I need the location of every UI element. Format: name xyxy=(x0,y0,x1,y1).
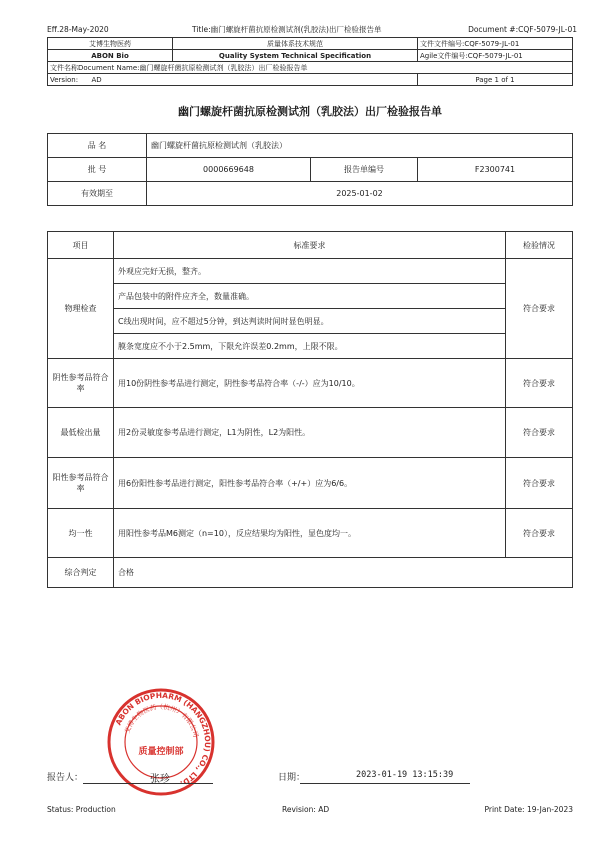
report-no-label: 报告单编号 xyxy=(311,158,418,182)
row-physical-item: 物理检查 xyxy=(48,259,114,359)
dept-cn: 艾博生物医药 xyxy=(48,38,173,50)
expiry-value: 2025-01-02 xyxy=(147,182,573,206)
inspection-table xyxy=(47,231,573,588)
row-lod-result: 符合要求 xyxy=(506,408,573,458)
head-standard: 标准要求 xyxy=(114,232,506,259)
date-value: 2023-01-19 13:15:39 xyxy=(356,770,454,780)
filecode-label: 文件文件编号 xyxy=(420,39,462,48)
row-positive-result: 符合要求 xyxy=(506,458,573,509)
footer-revision: Revision: AD xyxy=(282,805,330,814)
top-line xyxy=(47,23,577,37)
version-cell xyxy=(48,74,418,86)
row-conclusion-value: 合格 xyxy=(114,558,573,588)
report-no-value: F2300741 xyxy=(418,158,573,182)
row-physical-std-3: C线出现时间，应不超过5分钟，到达判读时间时显色明显。 xyxy=(114,309,506,334)
version-value: AD xyxy=(91,75,102,84)
page-indicator: Page 1 of 1 xyxy=(418,74,573,86)
row-physical-std-2: 产品包装中的附件应齐全，数量准确。 xyxy=(114,284,506,309)
header-table xyxy=(47,37,573,86)
row-uniformity-std: 用阳性参考品M6测定（n=10），反应结果均为阳性，显色度均一。 xyxy=(114,509,506,558)
row-lod-item: 最低检出量 xyxy=(48,408,114,458)
agile-label: Agile文件编号 xyxy=(420,51,466,60)
row-physical-result: 符合要求 xyxy=(506,259,573,359)
row-lod-std: 用2份灵敏度参考品进行测定，L1为阴性，L2为阳性。 xyxy=(114,408,506,458)
row-positive-item: 阳性参考品符合率 xyxy=(48,458,114,509)
row-positive-std: 用6份阳性参考品进行测定，阳性参考品符合率（+/+）应为6/6。 xyxy=(114,458,506,509)
head-item: 项目 xyxy=(48,232,114,259)
row-negative-item: 阴性参考品符合率 xyxy=(48,359,114,408)
effective-date: Eff.28-May-2020 xyxy=(47,25,109,34)
row-uniformity-item: 均一性 xyxy=(48,509,114,558)
row-negative-std: 用10份阴性参考品进行测定，阴性参考品符合率（-/-）应为10/10。 xyxy=(114,359,506,408)
row-physical-std-4: 膜条宽度应不小于2.5mm，下限允许误差0.2mm，上限不限。 xyxy=(114,334,506,359)
doc-title-line: Title:幽门螺旋杆菌抗原检测试剂(乳胶法)出厂检验报告单 xyxy=(192,25,382,34)
document-name: 文件名称Document Name:幽门螺旋杆菌抗原检测试剂（乳胶法）出厂检验报告单 xyxy=(48,62,573,74)
stamp-inner-text: 艾博生物医药（杭州）有限公司 xyxy=(123,702,200,739)
info-table xyxy=(47,133,573,206)
agile-cell xyxy=(418,50,573,62)
date-line xyxy=(300,783,470,784)
agile-value: :CQF-5079-JL-01 xyxy=(465,51,523,60)
stamp-ring-text: ABON BIOPHARM (HANGZHOU) CO., LTD. xyxy=(113,690,213,789)
filecode-cell xyxy=(418,38,573,50)
spec-en: Quality System Technical Specification xyxy=(173,50,418,62)
product-value: 幽门螺旋杆菌抗原检测试剂（乳胶法） xyxy=(147,134,573,158)
lot-value: 0000669648 xyxy=(147,158,311,182)
row-physical-std-1: 外观应完好无损，整齐。 xyxy=(114,259,506,284)
row-negative-result: 符合要求 xyxy=(506,359,573,408)
reporter-signature: 张珍 xyxy=(150,774,170,785)
spec-cn: 质量体系技术规范 xyxy=(173,38,418,50)
footer-print-date: Print Date: 19-Jan-2023 xyxy=(484,805,573,814)
report-title: 幽门螺旋杆菌抗原检测试剂（乳胶法）出厂检验报告单 xyxy=(178,105,442,118)
date-label: 日期： xyxy=(278,773,306,783)
document-number: Document #:CQF-5079-JL-01 xyxy=(468,25,577,34)
head-result: 检验情况 xyxy=(506,232,573,259)
filecode-value: :CQF-5079-JL-01 xyxy=(462,39,520,48)
expiry-label: 有效期至 xyxy=(48,182,147,206)
product-label: 品 名 xyxy=(48,134,147,158)
reporter-label: 报告人： xyxy=(47,773,84,783)
stamp-center-text: 质量控制部 xyxy=(138,747,184,757)
footer-status: Status: Production xyxy=(47,805,116,814)
reporter-line xyxy=(83,783,213,784)
dept-en: ABON Bio xyxy=(48,50,173,62)
version-label: Version: xyxy=(50,75,79,84)
row-uniformity-result: 符合要求 xyxy=(506,509,573,558)
lot-label: 批 号 xyxy=(48,158,147,182)
row-conclusion-item: 综合判定 xyxy=(48,558,114,588)
